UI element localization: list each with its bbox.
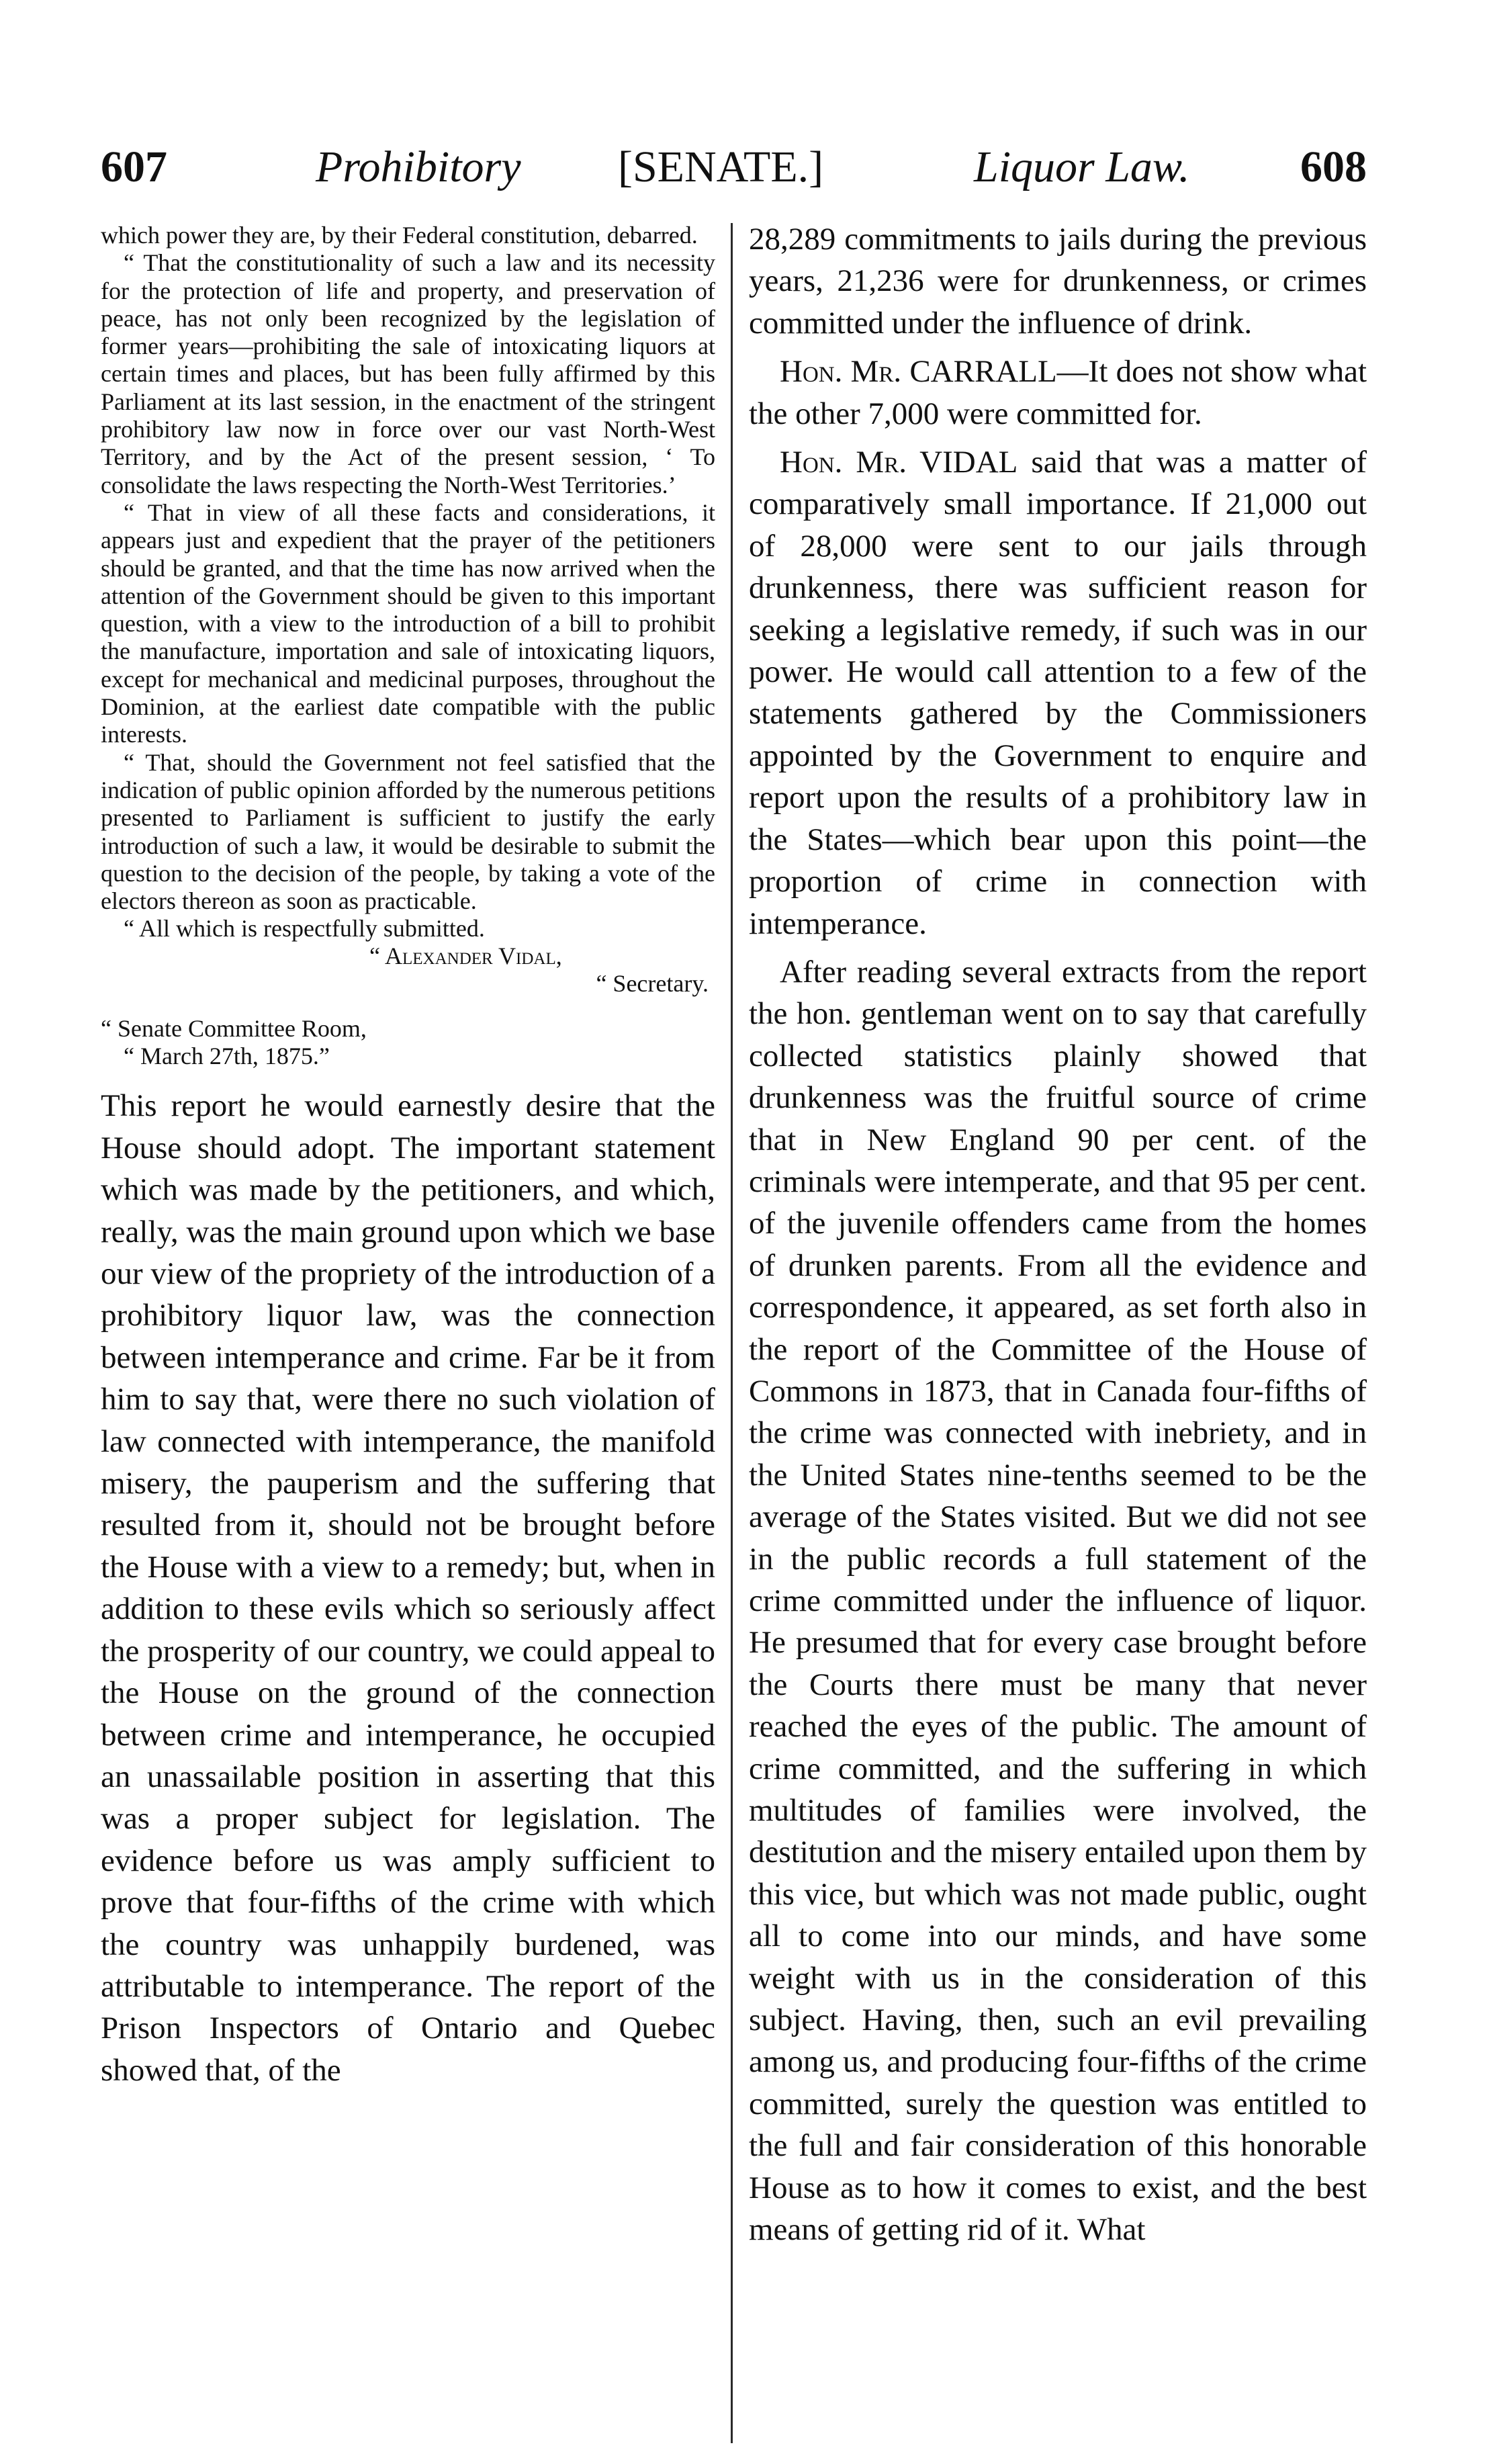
page-number-right: 608: [1300, 142, 1367, 191]
report-place-date: [101, 1015, 715, 1070]
running-title-right: Liquor Law.: [974, 142, 1190, 191]
running-title-left: Prohibitory: [316, 142, 521, 191]
speech-text-right: [749, 218, 1367, 2251]
speech-paragraph: This report he would earnestly desire that the House should adopt. The important statement which was made by the petitioners, and which, really, was the main ground upon which we base our view of the propriety of the introduction of a prohibitory liquor law, was the connection between intemperance and crime. Far be it from him to say that, were there no such violation of law connected with intemperance, the manifold misery, the pauperism and the suffering that resulted from it, should not be brought before the House with a view to a remedy; but, when in addition to these evils which so seriously affect the prosperity of our country, we could appeal to the House on the ground of the connection between crime and intemperance, he occupied an unassailable position in asserting that this was a proper subject for legislation. The evidence before us was amply sufficient to prove that four-fifths of the crime with which the country was unhappily burdened, was attributable to intemperance. The report of the Prison Inspectors of Ontario and Quebec showed that, of the: [101, 1088, 715, 2088]
signature-name: “ Alexander Vidal,: [369, 942, 562, 970]
speech-text-left: [101, 1085, 715, 2091]
speaker-text: —It does not show what the other 7,000 were committed for.: [749, 354, 1367, 431]
page-header: [101, 120, 1367, 193]
speaker-text: said that was a matter of comparatively small importance. If 21,000 out of 28,000 were sent to our jails through drunkenness, there was sufficient reason for seeking a legislative remedy, if such was in our power. He would call attention to a few of the statements gathered by the Commissioners appointed by the Government to enquire and report upon the results of a prohibitory law in the States—which bear upon this point—the proportion of crime in connection with intemperance.: [749, 445, 1367, 941]
carrall-remark: [749, 351, 1367, 435]
report-paragraph: “ That, should the Government not feel satisfied that the indication of public opinion afforded by the numerous petitions presented to Parliament is sufficient to justify the early introduction of such a law, it would be desirable to submit the question to the decision of the people, by taking a vote of the electors thereon as soon as practicable.: [101, 748, 715, 915]
date-line: “ March 27th, 1875.”: [124, 1043, 330, 1070]
report-paragraph: “ That the constitutionality of such a law and its necessity for the protection of life and property, and preservation of peace, has not only been recognized by the legislation of former years—prohibiting the sale of intoxicating liquors at certain times and places, but has been fully affirmed by this Parliament at its last session, in the enactment of the stringent prohibitory law now in force over our vast North-West Territory, and by the Act of the present session, ‘ To consolidate the laws respecting the North-West Territories.’: [101, 249, 715, 498]
speech-paragraph: After reading several extracts from the report the hon. gentleman went on to say that carefully collected statistics plainly showed that drunkenness was the fruitful source of crime that in New England 90 per cent. of the criminals were intemperate, and that 95 per cent. of the juvenile offenders came from the homes of drunken parents. From all the evidence and correspondence, it appeared, as set forth also in the report of the Committee of the House of Commons in 1873, that in Canada four-fifths of the crime was connected with inebriety, and in the United States nine-tenths seemed to be the average of the States visited. But we did not see in the public records a full statement of the crime committed under the influence of liquor. He presumed that for every case brought before the Courts there must be many that never reached the eyes of the public. The amount of crime committed, and the suffering in which multitudes of families were involved, the destitution and the misery entailed upon them by this vice, but which was not made public, ought all to come into our minds, and have some weight with us in the consideration of this subject. Having, then, such an evil prevailing among us, and producing four-fifths of the crime committed, surely the question was entitled to the full and fair consideration of this honorable House as to how it comes to exist, and the best means of getting rid of it. What: [749, 954, 1367, 2248]
right-column: [749, 218, 1367, 2251]
speech-paragraph: 28,289 commitments to jails during the previous years, 21,236 were for drunkenness, or crimes committed under the influence of drink.: [749, 222, 1367, 341]
vidal-remark: [749, 441, 1367, 944]
speaker-name: Hon. Mr. VIDAL: [780, 445, 1018, 480]
report-paragraph: which power they are, by their Federal constitution, debarred.: [101, 222, 698, 249]
closing-line: “ All which is respectfully submitted.: [124, 915, 485, 942]
page-number-left: 607: [101, 142, 167, 191]
section-label: [SENATE.]: [618, 142, 824, 191]
place-line: “ Senate Committee Room,: [101, 1015, 367, 1043]
column-divider: [731, 223, 733, 2443]
speaker-name: Hon. Mr. CARRALL: [780, 354, 1057, 390]
report-signature: [101, 915, 715, 998]
committee-report: [101, 222, 715, 915]
signature-title: “ Secretary.: [596, 970, 709, 998]
report-paragraph: “ That in view of all these facts and considerations, it appears just and expedient that the prayer of the petitioners should be granted, and that the time has now arrived when the attention of the Government should be given to this important question, with a view to the introduction of a bill to prohibit the manufacture, importation and sale of intoxicating liquors, except for mechanical and medicinal purposes, throughout the Dominion, at the earliest date compatible with the public interests.: [101, 498, 715, 748]
left-column: [101, 222, 715, 2091]
